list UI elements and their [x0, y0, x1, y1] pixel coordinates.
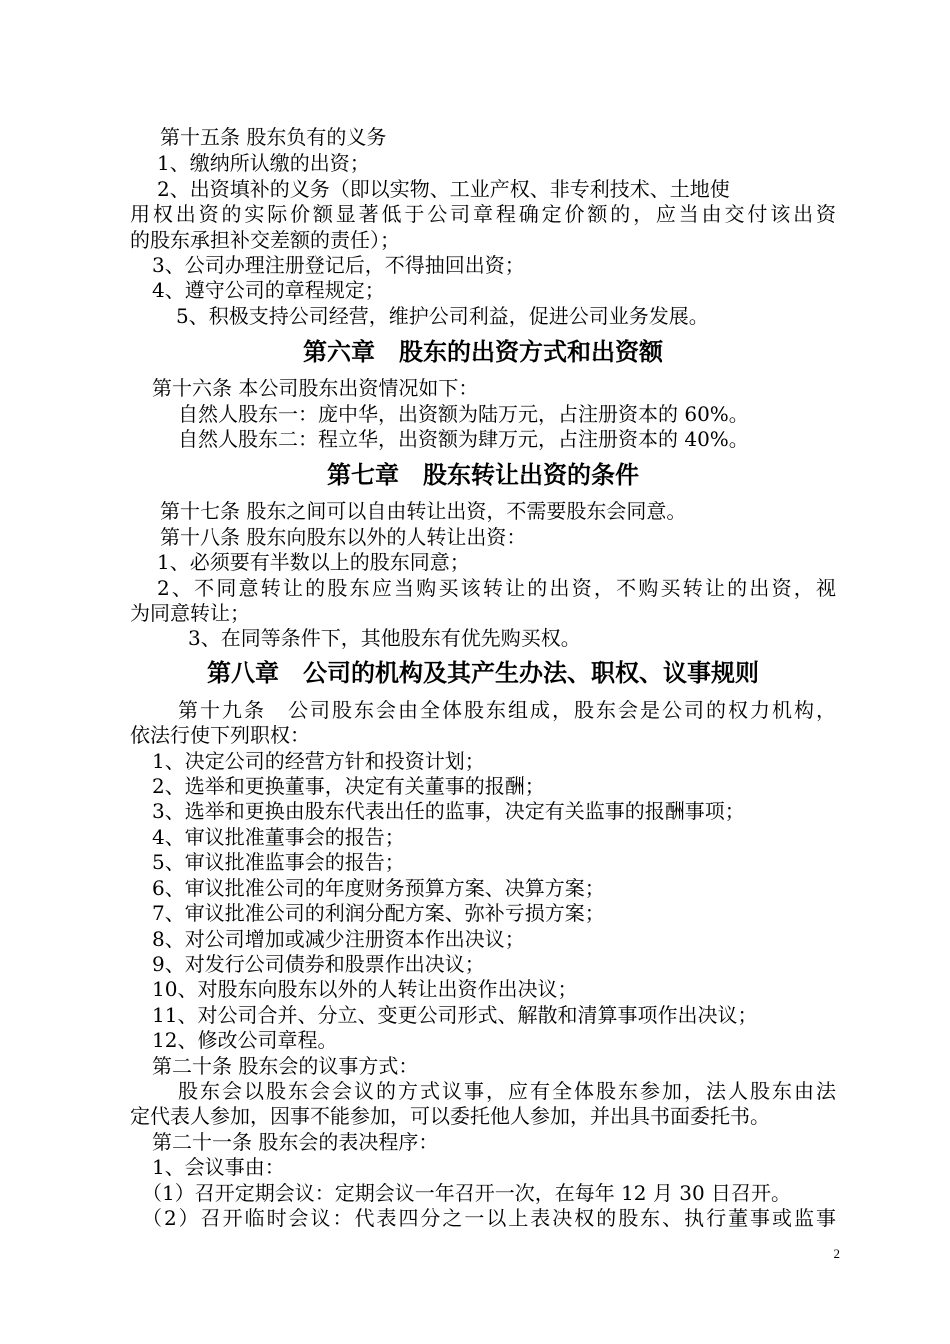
- article-19-line-1: 第十九条 公司股东会由全体股东组成，股东会是公司的权力机构，: [178, 698, 836, 722]
- article-15-item-2-line-3: 的股东承担补交差额的责任）；: [130, 228, 400, 252]
- power-item: 10、对股东向股东以外的人转让出资作出决议；: [152, 977, 578, 1001]
- page-number: 2: [833, 1246, 840, 1261]
- article-18-item-2-line-1: 2、不同意转让的股东应当购买该转让的出资，不购买转让的出资，视: [157, 576, 836, 600]
- power-item: 6、审议批准公司的年度财务预算方案、决算方案；: [152, 876, 605, 900]
- article-17: 第十七条 股东之间可以自由转让出资，不需要股东会同意。: [160, 499, 687, 523]
- regular-meeting: （1）召开定期会议：定期会议一年召开一次，在每年 12 月 30 日召开。: [142, 1181, 792, 1205]
- power-item: 3、选举和更换由股东代表出任的监事，决定有关监事的报酬事项；: [152, 799, 745, 823]
- article-15-item-4: 4、遵守公司的章程规定；: [152, 278, 385, 302]
- article-18-item-3: 3、在同等条件下，其他股东有优先购买权。: [188, 626, 581, 650]
- power-item: 9、对发行公司债券和股票作出决议；: [152, 952, 485, 976]
- power-item: 1、决定公司的经营方针和投资计划；: [152, 749, 485, 773]
- chapter-6-heading: 第六章 股东的出资方式和出资额: [303, 338, 663, 366]
- article-18-item-2-line-2: 为同意转让；: [130, 601, 250, 625]
- article-15-item-3: 3、公司办理注册登记后，不得抽回出资；: [152, 253, 525, 277]
- interim-meeting: （2）召开临时会议：代表四分之一以上表决权的股东、执行董事或监事: [142, 1206, 836, 1230]
- article-15-item-2-line-2: 用权出资的实际价额显著低于公司章程确定价额的，应当由交付该出资: [130, 202, 836, 226]
- shareholder-1: 自然人股东一：庞中华，出资额为陆万元，占注册资本的 60%。: [178, 402, 749, 426]
- power-item: 8、对公司增加或减少注册资本作出决议；: [152, 927, 525, 951]
- article-15-title: 第十五条 股东负有的义务: [160, 125, 387, 149]
- article-16: 第十六条 本公司股东出资情况如下：: [152, 376, 479, 400]
- article-19-line-2: 依法行使下列职权：: [130, 723, 310, 747]
- power-item: 11、对公司合并、分立、变更公司形式、解散和清算事项作出决议；: [152, 1003, 758, 1027]
- article-15-item-2-line-1: 2、出资填补的义务（即以实物、工业产权、非专利技术、土地使: [157, 177, 730, 201]
- power-item: 2、选举和更换董事，决定有关董事的报酬；: [152, 774, 545, 798]
- article-21: 第二十一条 股东会的表决程序：: [152, 1130, 439, 1154]
- article-15-item-1: 1、缴纳所认缴的出资；: [157, 151, 370, 175]
- chapter-7-heading: 第七章 股东转让出资的条件: [327, 461, 639, 489]
- power-item: 7、审议批准公司的利润分配方案、弥补亏损方案；: [152, 901, 605, 925]
- power-item: 5、审议批准监事会的报告；: [152, 850, 405, 874]
- chapter-8-heading: 第八章 公司的机构及其产生办法、职权、议事规则: [207, 659, 759, 687]
- article-20: 第二十条 股东会的议事方式：: [152, 1054, 419, 1078]
- power-item: 12、修改公司章程。: [152, 1028, 338, 1052]
- article-20-body-line-2: 定代表人参加，因事不能参加，可以委托他人参加，并出具书面委托书。: [130, 1104, 770, 1128]
- power-item: 4、审议批准董事会的报告；: [152, 825, 405, 849]
- article-18-item-1: 1、必须要有半数以上的股东同意；: [157, 550, 470, 574]
- article-18: 第十八条 股东向股东以外的人转让出资：: [160, 525, 527, 549]
- meeting-item-1: 1、会议事由：: [152, 1155, 285, 1179]
- article-15-item-5: 5、积极支持公司经营，维护公司利益，促进公司业务发展。: [176, 304, 709, 328]
- shareholder-2: 自然人股东二：程立华，出资额为肆万元，占注册资本的 40%。: [178, 427, 749, 451]
- article-20-body-line-1: 股东会以股东会会议的方式议事，应有全体股东参加，法人股东由法: [178, 1079, 836, 1103]
